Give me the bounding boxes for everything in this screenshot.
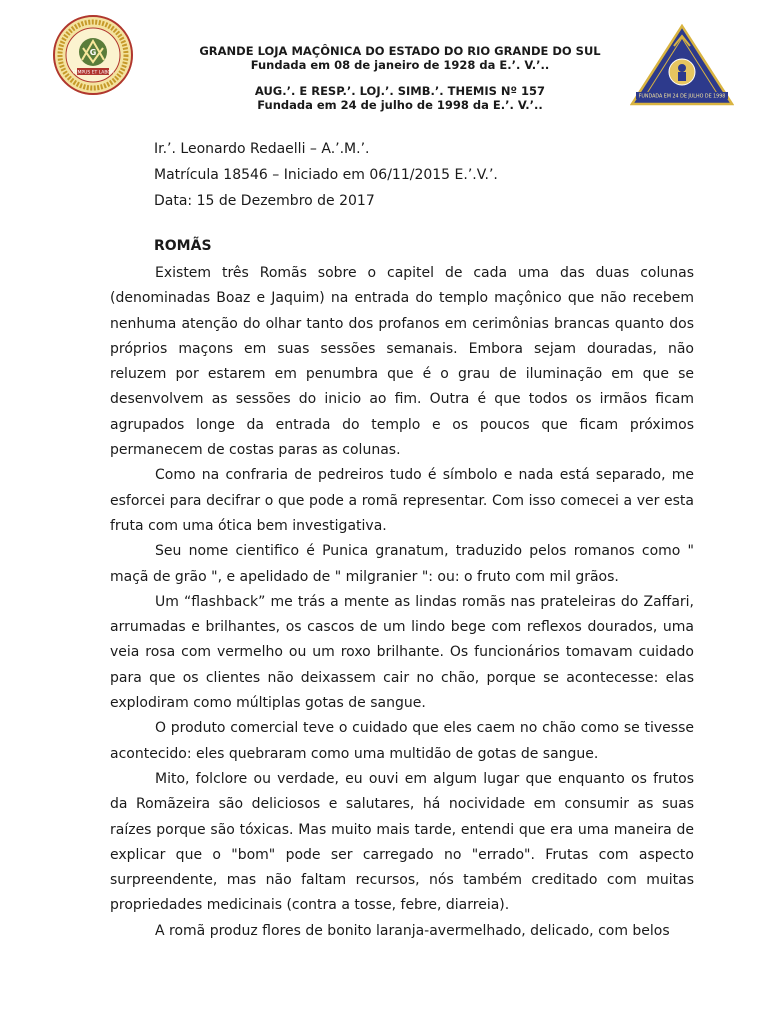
- grand-lodge-seal-logo: [52, 14, 134, 96]
- paragraph: Seu nome cientifico é Punica granatum, traduzido pelos romanos como " maçã de grão ", e apelidado de " milgranier ": ou: o fruto com mil grãos.: [110, 543, 694, 585]
- svg-text:FUNDADA EM 24 DE JULHO DE 1998: FUNDADA EM 24 DE JULHO DE 1998: [638, 94, 726, 100]
- paragraph: Um “flashback” me trás a mente as lindas romãs nas prateleiras do Zaffari, arrumadas e brilhantes, os cascos de um lindo bege com reflexos dourados, uma veia rosa com vermelho ou um roxo brilhante. Os funcionários tomavam cuidado para que os clientes não deixassem cair no chão, porque se acontecesse: elas explodiram como múltiplas gotas de sangue.: [110, 593, 694, 712]
- chapter-name: AUG.’. E RESP.’. LOJ.’. SIMB.’. THEMIS Nº 157: [254, 84, 546, 98]
- chapter-founding: Fundada em 24 de julho de 1998 da E.’. V.’..: [257, 98, 543, 112]
- document-body: [110, 261, 694, 944]
- svg-text:G: G: [89, 48, 97, 57]
- paragraph: Mito, folclore ou verdade, eu ouvi em algum lugar que enquanto os frutos da Romãzeira são deliciosos e salutares, há nocividade em consumir as suas raízes porque são tóxicas. Mas muito mais tarde, entendi que era uma maneira de explicar que o "bom" pode ser carregado no "errado". Frutas com aspecto surpreendente, mas não faltam recursos, nós também creditado com muitas propriedades medicinais (contra a tosse, febre, diarreia).: [110, 770, 694, 914]
- paragraph: O produto comercial teve o cuidado que eles caem no chão como se tivesse acontecido: eles quebraram como uma multidão de gotas de sangue.: [110, 720, 694, 762]
- letterhead: [180, 44, 620, 112]
- paragraph: Como na confraria de pedreiros tudo é símbolo e nada está separado, me esforcei para decifrar o que pode a romã representar. Com isso comecei a ver esta fruta com uma ótica bem investigativa.: [110, 467, 694, 534]
- svg-text:TEMPUS ET LABOR: TEMPUS ET LABOR: [71, 70, 115, 76]
- lodge-founding: Fundada em 08 de janeiro de 1928 da E.’. V.’..: [250, 58, 550, 72]
- paragraph: A romã produz flores de bonito laranja-avermelhado, delicado, com belos: [155, 922, 670, 939]
- lodge-name: GRANDE LOJA MAÇÔNICA DO ESTADO DO RIO GRANDE DO SUL: [199, 44, 601, 58]
- document-title: ROMÃS: [154, 238, 212, 254]
- themis-lodge-triangle-logo: [630, 24, 734, 106]
- author-line: Ir.’. Leonardo Redaelli – A.’.M.’.: [154, 141, 370, 157]
- document-meta: [154, 136, 498, 214]
- registration-line: Matrícula 18546 – Iniciado em 06/11/2015 E.’.V.’.: [154, 167, 498, 183]
- date-line: Data: 15 de Dezembro de 2017: [154, 193, 375, 209]
- paragraph: Existem três Romãs sobre o capitel de cada uma das duas colunas (denominadas Boaz e Jaquim) na entrada do templo maçônico que não recebem nenhuma atenção do olhar tanto dos profanos em cerimônias brancas quanto dos próprios maçons em suas sessões semanais. Embora sejam douradas, não reluzem por estarem em penumbra que é o grau de iluminação em que se desenvolvem as sessões do inicio ao fim. Outra é que todos os irmãos ficam agrupados longe da entrada do templo e os poucos que ficam próximos permanecem de costas paras as colunas.: [110, 265, 694, 459]
